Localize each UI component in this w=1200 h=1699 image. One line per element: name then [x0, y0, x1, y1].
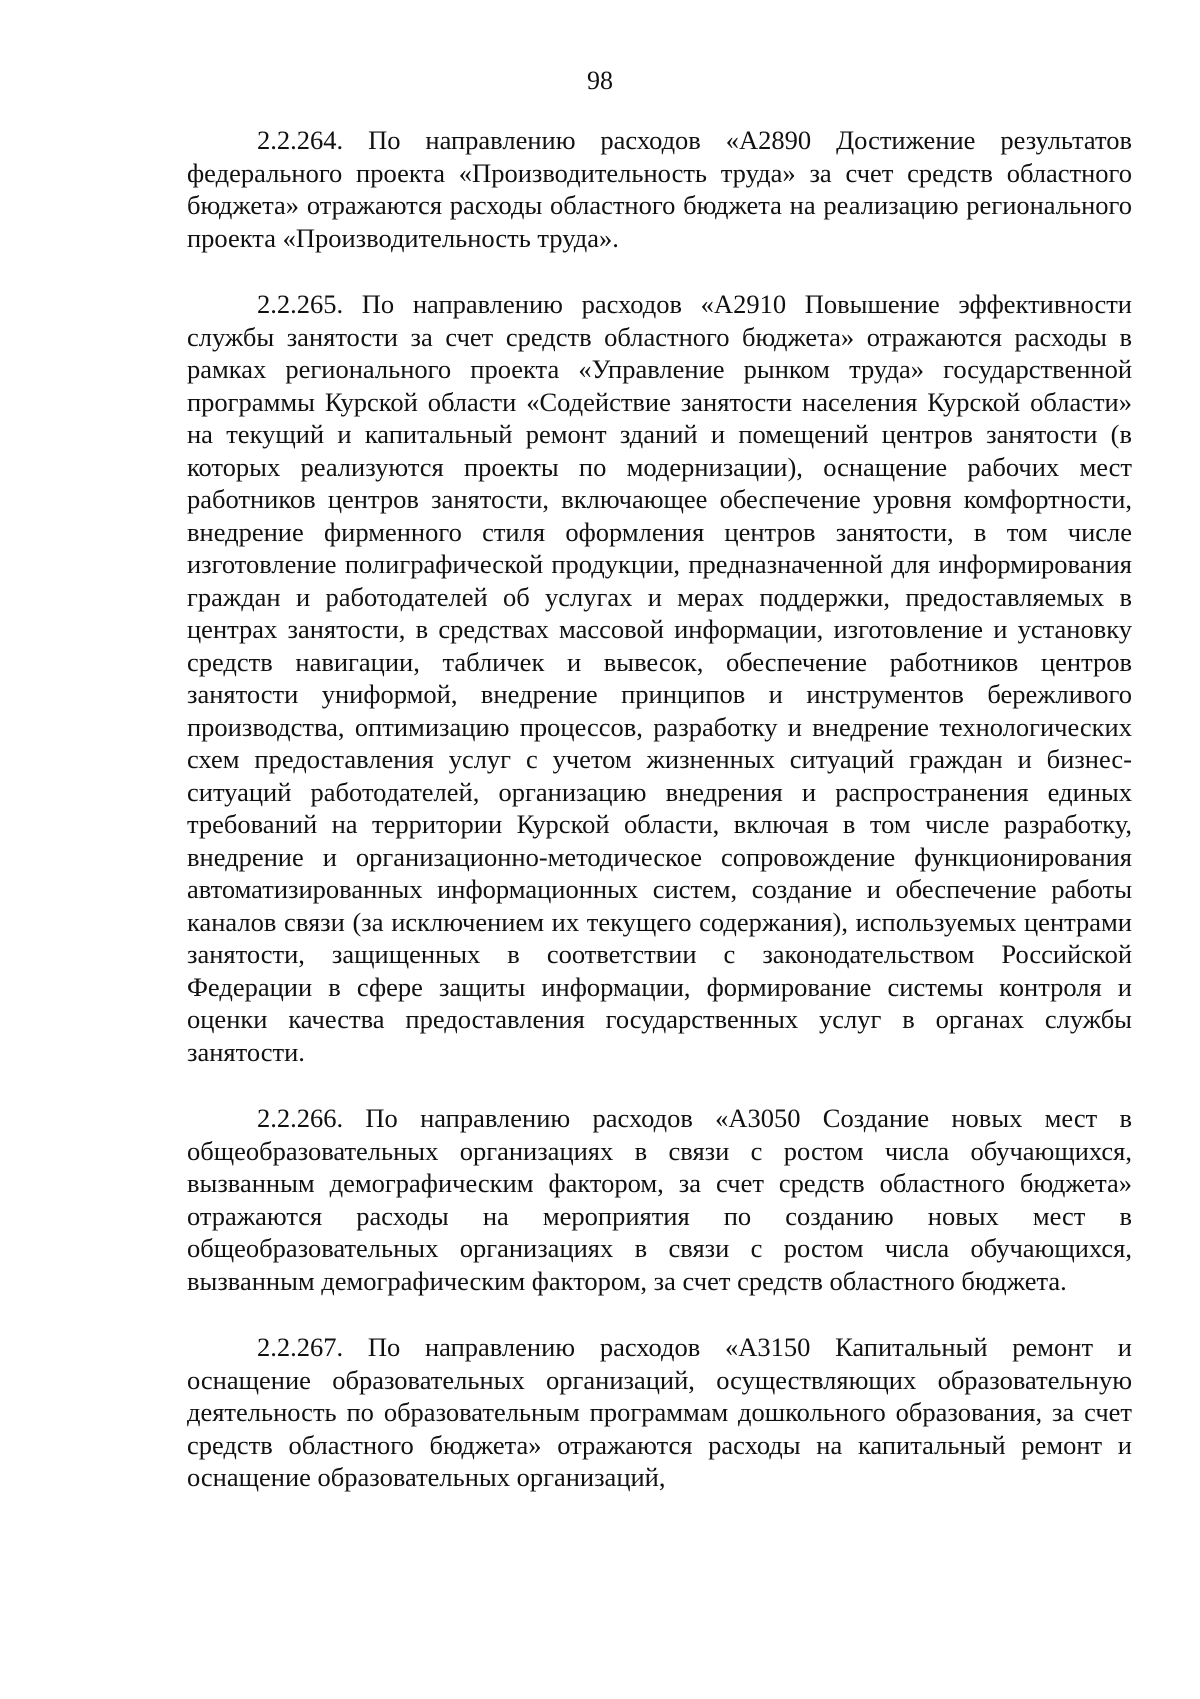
body-text: [187, 124, 1132, 1494]
paragraph-2-2-267: 2.2.267. По направлению расходов «А3150 Капитальный ремонт и оснащение образовательных организаций, осуществляющих образовательную деятельность по образовательным программам дошкольного образования, за счет средств областного бюджета» отражаются расходы на капитальный ремонт и оснащение образовательных организаций,: [187, 1332, 1132, 1492]
paragraph-2-2-264: 2.2.264. По направлению расходов «А2890 Достижение результатов федерального проекта «Производительность труда» за счет средств областного бюджета» отражаются расходы областного бюджета на реализацию регионального проекта «Производительность труда».: [187, 125, 1132, 253]
paragraph-2-2-266: 2.2.266. По направлению расходов «А3050 Создание новых мест в общеобразовательных организациях в связи с ростом числа обучающихся, вызванным демографическим фактором, за счет средств областного бюджета» отражаются расходы на мероприятия по созданию новых мест в общеобразовательных организациях в связи с ростом числа обучающихся, вызванным демографическим фактором, за счет средств областного бюджета.: [187, 1103, 1132, 1296]
paragraph-2-2-265: 2.2.265. По направлению расходов «А2910 Повышение эффективности службы занятости за счет средств областного бюджета» отражаются расходы в рамках регионального проекта «Управление рынком труда» государственной программы Курской области «Содействие занятости населения Курской области» на текущий и капитальный ремонт зданий и помещений центров занятости (в которых реализуются проекты по модернизации), оснащение рабочих мест работников центров занятости, включающее обеспечение уровня комфортности, внедрение фирменного стиля оформления центров занятости, в том числе изготовление полиграфической продукции, предназначенной для информирования граждан и работодателей об услугах и мерах поддержки, предоставляемых в центрах занятости, в средствах массовой информации, изготовление и установку средств навигации, табличек и вывесок, обеспечение работников центров занятости униформой, внедрение принципов и инструментов бережливого производства, оптимизацию процессов, разработку и внедрение технологических схем предоставления услуг с учетом жизненных ситуаций граждан и бизнес-ситуаций работодателей, организацию внедрения и распространения единых требований на территории Курской области, включая в том числе разработку, внедрение и организационно-методическое сопровождение функционирования автоматизированных информационных систем, создание и обеспечение работы каналов связи (за исключением их текущего содержания), используемых центрами занятости, защищенных в соответствии с законодательством Российской Федерации в сфере защиты информации, формирование системы контроля и оценки качества предоставления государственных услуг в органах службы занятости.: [187, 289, 1132, 1067]
page-number: 98: [587, 66, 613, 95]
